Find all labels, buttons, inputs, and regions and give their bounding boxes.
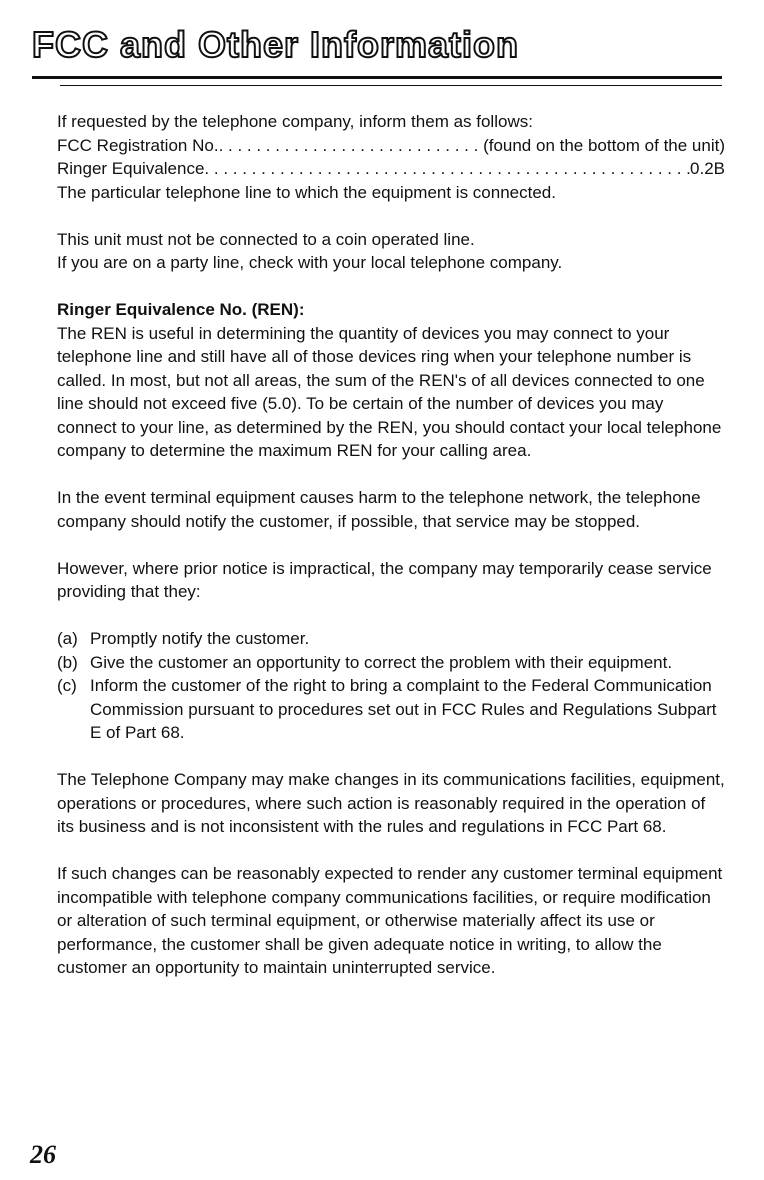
fcc-registration-label: FCC Registration No.: [57, 135, 219, 155]
conditions-list: [57, 627, 725, 745]
render-paragraph: If such changes can be reasonably expected to render any customer terminal equipment incompatible with telephone company communications facilities, or require modification or alteration of such terminal equipment, or otherwise materially affect its use or performance, the customer shall be given adequate notice in writing, to allow the customer an opportunity to maintain uninterrupted service.: [57, 864, 723, 977]
list-text: Promptly notify the customer.: [90, 629, 310, 648]
ren-heading: Ringer Equivalence No. (REN):: [57, 300, 305, 319]
fcc-registration-value: (found on the bottom of the unit): [483, 135, 725, 155]
coin-line: This unit must not be connected to a coin operated line.: [57, 229, 475, 249]
body-text: [57, 110, 725, 1003]
harm-paragraph: In the event terminal equipment causes harm to the telephone network, the telephone company should notify the customer, if possible, that service may be stopped.: [57, 488, 701, 531]
intro-line: The particular telephone line to which the equipment is connected.: [57, 182, 556, 202]
title-rule-thick: [32, 76, 722, 79]
list-item: [57, 651, 725, 675]
party-line: If you are on a party line, check with your local telephone company.: [57, 253, 563, 272]
list-marker: (c): [57, 676, 77, 695]
ringer-equivalence-row: [57, 157, 725, 181]
notice-paragraph: However, where prior notice is impractical, the company may temporarily cease service providing that they:: [57, 558, 712, 601]
coin-paragraph: [57, 228, 725, 275]
ringer-equivalence-label: Ringer Equivalence: [57, 159, 205, 178]
ren-paragraph: [57, 298, 725, 463]
fcc-registration-row: [57, 134, 725, 158]
intro-line: If requested by the telephone company, inform them as follows:: [57, 112, 533, 131]
list-marker: (a): [57, 629, 78, 648]
page-title: FCC and Other Information: [32, 24, 519, 65]
page-number: 26: [30, 1140, 56, 1169]
list-marker: (b): [57, 652, 78, 672]
dot-leader: [219, 134, 484, 158]
dot-leader: [204, 157, 690, 181]
list-item: [57, 674, 725, 745]
list-text: Give the customer an opportunity to correct the problem with their equipment.: [90, 652, 673, 672]
intro-paragraph: [57, 110, 725, 204]
list-text: Inform the customer of the right to bring a complaint to the Federal Communication Commission pursuant to procedures set out in FCC Rules and Regulations Subpart E of Part 68.: [90, 676, 717, 742]
ren-text: The REN is useful in determining the quantity of devices you may connect to your telephone line and still have all of those devices ring when your telephone number is called. In most, but not all areas, the sum of the REN's of all devices connected to one line should not exceed five (5.0). To be certain of the number of devices you may connect to your line, as determined by the REN, you should contact your local telephone company to determine the maximum REN for your calling area.: [57, 323, 722, 460]
ringer-equivalence-value: 0.2B: [690, 159, 725, 178]
list-item: [57, 627, 725, 651]
changes-paragraph: The Telephone Company may make changes in its communications facilities, equipment, operations or procedures, where such action is reasonably required in the operation of its business and is not inconsistent with the rules and regulations in FCC Part 68.: [57, 770, 725, 836]
title-rule-thin: [60, 85, 722, 86]
